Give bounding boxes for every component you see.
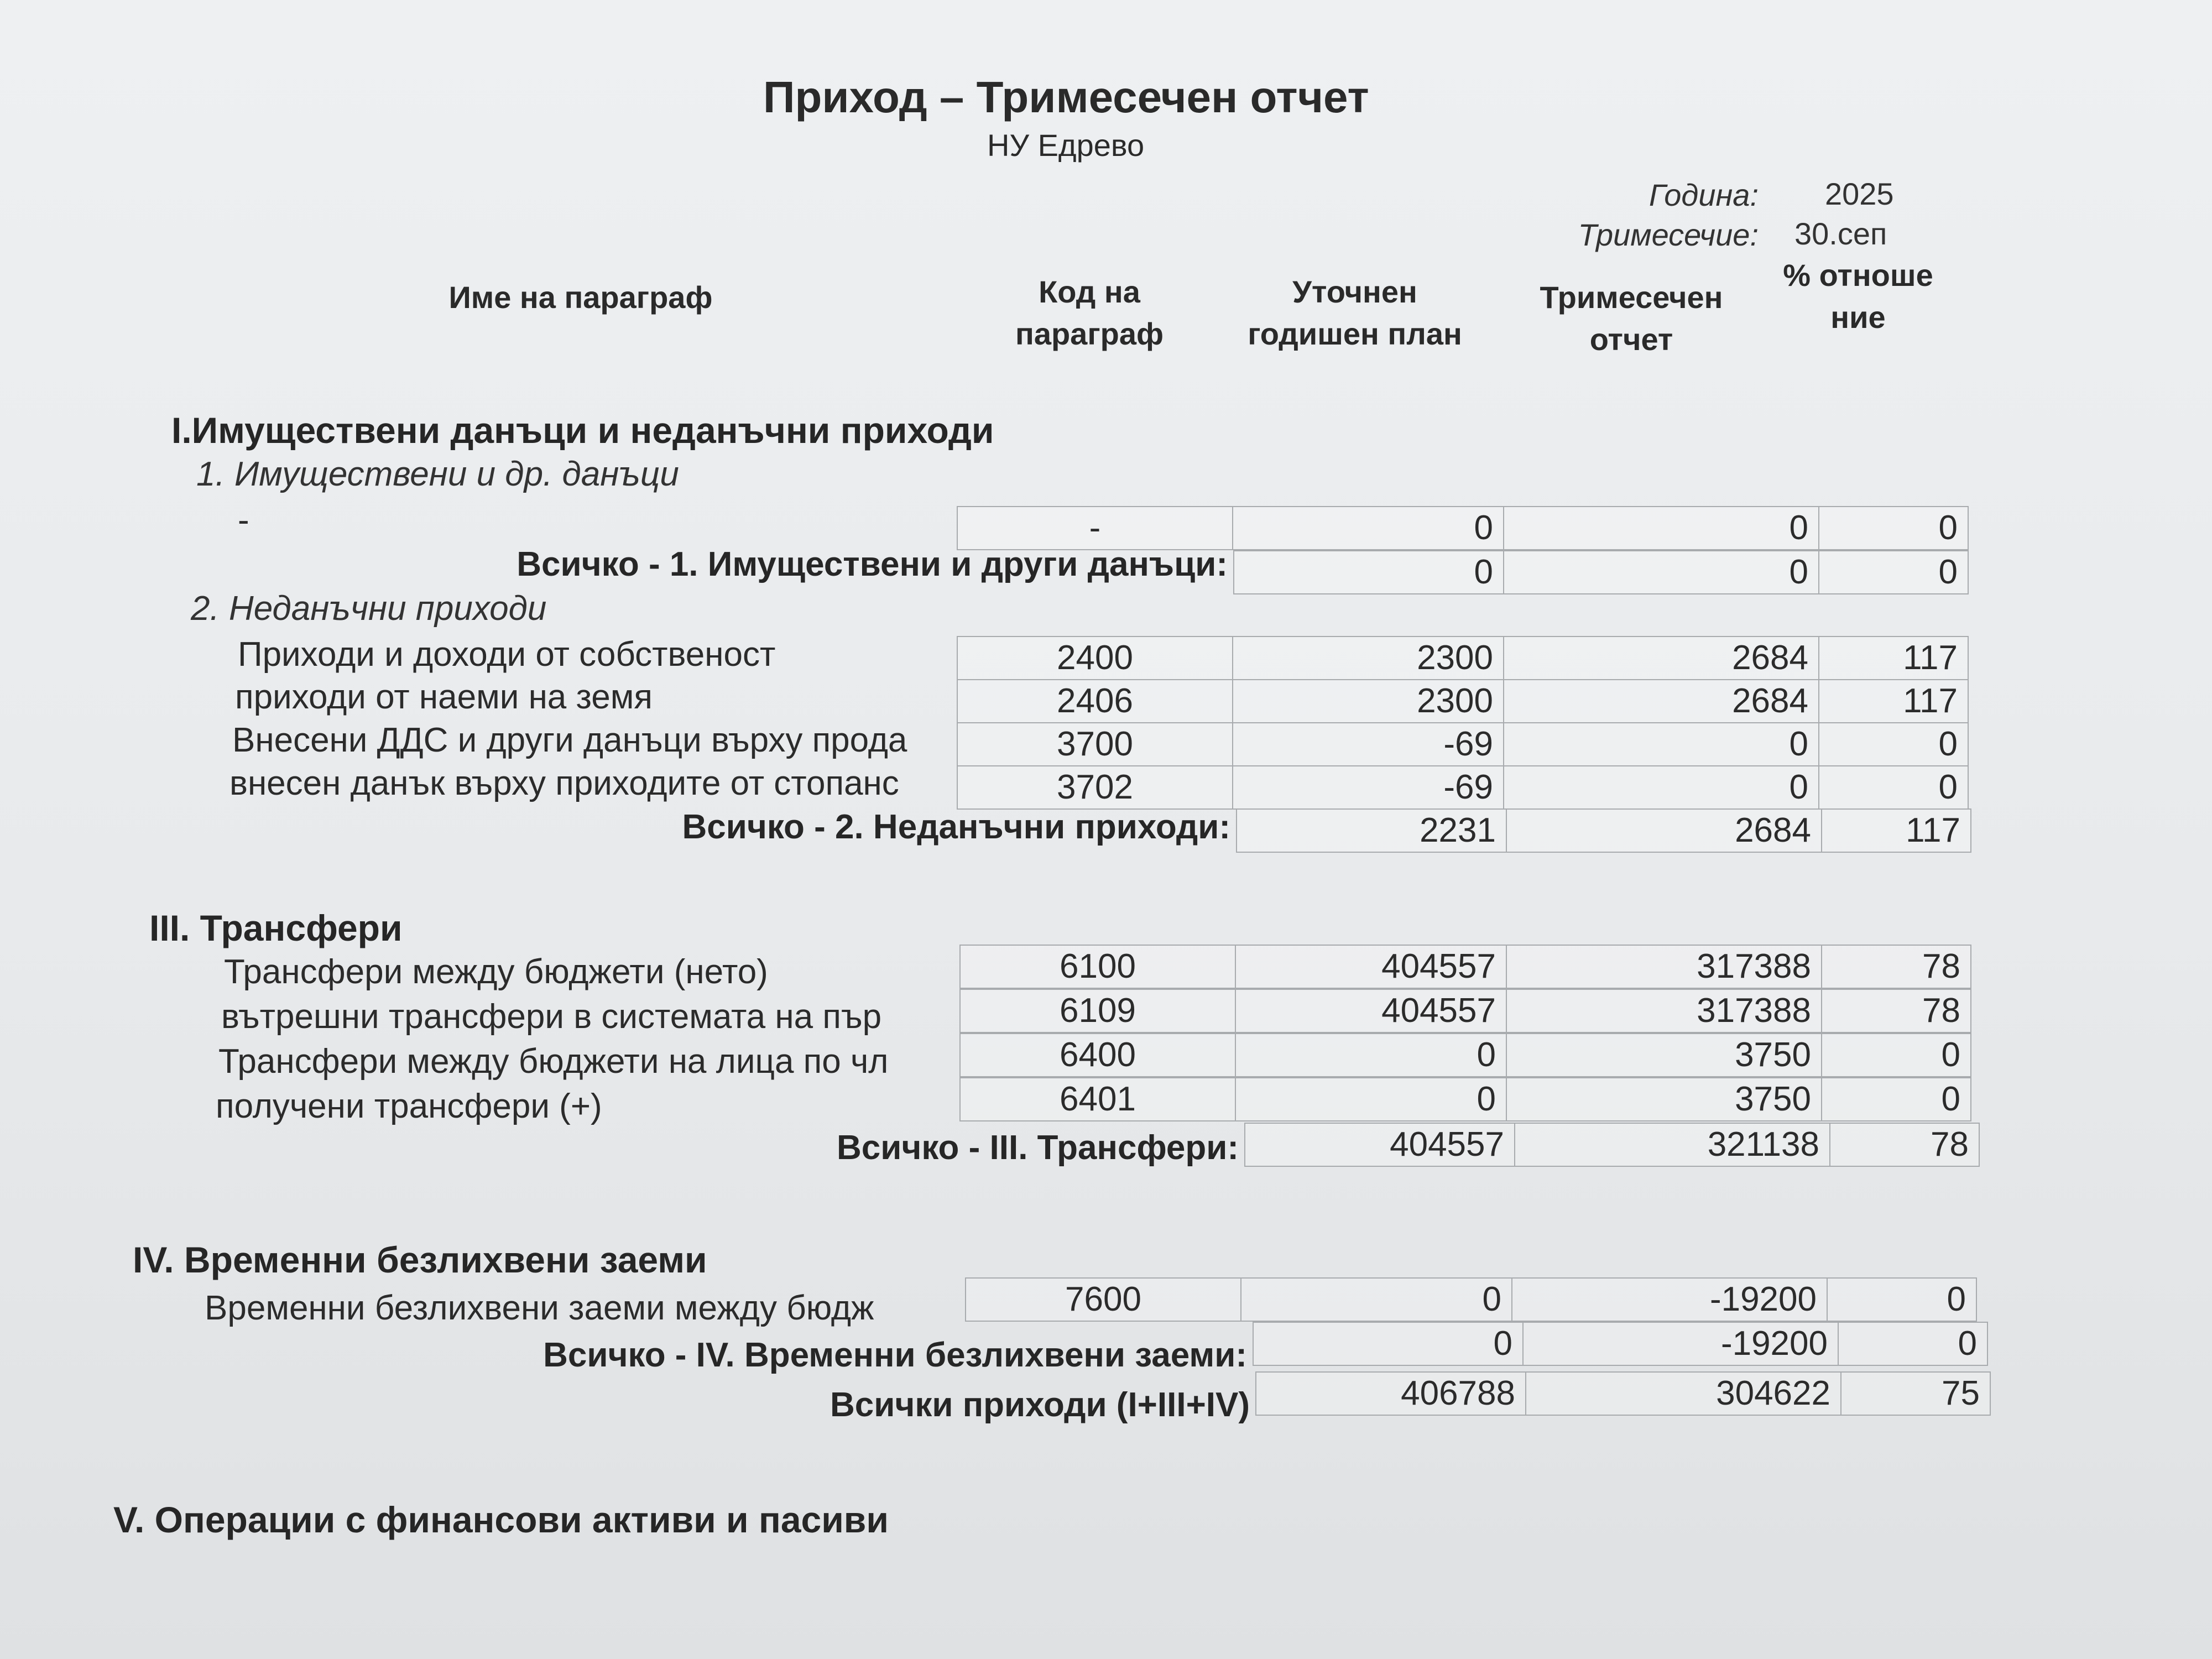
institution-name: НУ Едрево (987, 128, 1145, 163)
cell-report: -19200 (1512, 1277, 1828, 1322)
table-row (957, 506, 1969, 550)
cell-report: 2684 (1507, 808, 1822, 853)
row-name: Трансфери между бюджети на лица по чл (218, 1042, 889, 1081)
cell-code: 3702 (957, 765, 1233, 810)
grand-total-row (1255, 1371, 1991, 1416)
cell-code: 6100 (959, 945, 1236, 989)
cell-plan: 0 (1253, 1322, 1524, 1366)
cell-report: 317388 (1507, 945, 1822, 989)
quarter-label: Тримесечие: (1578, 217, 1759, 252)
table-row (959, 945, 1971, 989)
cell-report: 304622 (1526, 1371, 1841, 1416)
cell-report: 0 (1504, 506, 1819, 550)
cell-plan: -69 (1233, 722, 1504, 766)
section-3-title: III. Трансфери (149, 907, 403, 948)
cell-plan: 406788 (1255, 1371, 1526, 1416)
cell-plan: 404557 (1244, 1123, 1515, 1167)
cell-plan: 2300 (1233, 636, 1504, 680)
cell-code: 2400 (957, 636, 1233, 680)
cell-percent: 0 (1828, 1277, 1977, 1322)
cell-report: 0 (1504, 765, 1819, 810)
table-row (957, 636, 1969, 680)
section-1-title: I.Имуществени данъци и неданъчни приходи (171, 410, 994, 451)
cell-percent: 78 (1822, 945, 1971, 989)
cell-plan: 0 (1236, 1033, 1507, 1077)
row-name: - (238, 501, 249, 539)
grand-total-label: Всички приходи (I+III+IV) (830, 1386, 1250, 1424)
cell-plan: 0 (1241, 1277, 1512, 1322)
cell-report: 0 (1504, 722, 1819, 766)
section-5-title: V. Операции с финансови активи и пасиви (113, 1499, 889, 1540)
cell-code: - (957, 506, 1233, 550)
subtotal-label: Всичко - 1. Имуществени и други данъци: (517, 545, 1228, 583)
cell-percent: 117 (1819, 679, 1969, 723)
table-row (965, 1277, 1977, 1322)
cell-percent: 75 (1841, 1371, 1991, 1416)
row-name: приходи от наеми на земя (235, 678, 653, 716)
cell-percent: 0 (1819, 506, 1969, 550)
cell-report: 2684 (1504, 636, 1819, 680)
cell-percent: 0 (1839, 1322, 1988, 1366)
cell-percent: 0 (1819, 765, 1969, 810)
cell-plan: 404557 (1236, 945, 1507, 989)
cell-report: 3750 (1507, 1077, 1822, 1121)
cell-percent: 78 (1830, 1123, 1980, 1167)
section-4-title: IV. Временни безлихвени заеми (133, 1239, 707, 1280)
cell-plan: 0 (1236, 1077, 1507, 1121)
subtotal-row (1236, 808, 1971, 853)
row-name: внесен данък върху приходите от стопанс (229, 764, 899, 802)
cell-report: 3750 (1507, 1033, 1822, 1077)
col-header-report: Тримесечен отчет (1540, 280, 1723, 357)
row-name: Приходи и доходи от собственост (238, 635, 776, 674)
cell-percent: 0 (1822, 1033, 1971, 1077)
year-value: 2025 (1825, 176, 1894, 211)
year-label: Година: (1648, 178, 1759, 212)
cell-plan: 2300 (1233, 679, 1504, 723)
subtotal-row (1244, 1123, 1980, 1167)
cell-percent: 0 (1819, 722, 1969, 766)
cell-plan: 2231 (1236, 808, 1507, 853)
cell-report: 317388 (1507, 989, 1822, 1033)
cell-report: 0 (1504, 550, 1819, 594)
report-title: Приход – Тримесечен отчет (763, 72, 1369, 122)
table-row (957, 765, 1969, 810)
cell-code: 7600 (965, 1277, 1241, 1322)
col-header-plan: Уточнен годишен план (1248, 274, 1462, 351)
cell-plan: 404557 (1236, 989, 1507, 1033)
cell-plan: 0 (1233, 550, 1504, 594)
cell-percent: 0 (1822, 1077, 1971, 1121)
cell-percent: 0 (1819, 550, 1969, 594)
cell-plan: -69 (1233, 765, 1504, 810)
cell-code: 6401 (959, 1077, 1236, 1121)
subtotal-row (1233, 550, 1969, 594)
cell-report: 2684 (1504, 679, 1819, 723)
subtotal-row (1253, 1322, 1988, 1366)
cell-report: 321138 (1515, 1123, 1830, 1167)
cell-percent: 117 (1822, 808, 1971, 853)
table-row (957, 722, 1969, 766)
col-header-percent: % отноше ние (1783, 258, 1933, 335)
cell-percent: 117 (1819, 636, 1969, 680)
row-name: Трансфери между бюджети (нето) (224, 953, 768, 991)
row-name: получени трансфери (+) (216, 1087, 602, 1125)
table-row (957, 679, 1969, 723)
row-name: Временни безлихвени заеми между бюдж (205, 1289, 874, 1327)
subtotal-label: Всичко - IV. Временни безлихвени заеми: (543, 1336, 1247, 1374)
cell-code: 6109 (959, 989, 1236, 1033)
cell-code: 6400 (959, 1033, 1236, 1077)
quarter-value: 30.сеп (1794, 216, 1887, 251)
row-name: Внесени ДДС и други данъци върху прода (232, 721, 907, 759)
subtotal-label: Всичко - III. Трансфери: (836, 1129, 1239, 1167)
cell-report: -19200 (1524, 1322, 1839, 1366)
cell-code: 2406 (957, 679, 1233, 723)
col-header-name: Име на параграф (448, 280, 713, 315)
subsection-2-title: 2. Неданъчни приходи (191, 589, 547, 628)
cell-percent: 78 (1822, 989, 1971, 1033)
table-row (959, 1077, 1971, 1121)
cell-plan: 0 (1233, 506, 1504, 550)
row-name: вътрешни трансфери в системата на пър (221, 998, 882, 1036)
table-row (959, 1033, 1971, 1077)
table-row (959, 989, 1971, 1033)
cell-code: 3700 (957, 722, 1233, 766)
subtotal-label: Всичко - 2. Неданъчни приходи: (682, 808, 1230, 846)
col-header-code: Код на параграф (1015, 274, 1164, 351)
subsection-1-title: 1. Имуществени и др. данъци (196, 455, 679, 493)
